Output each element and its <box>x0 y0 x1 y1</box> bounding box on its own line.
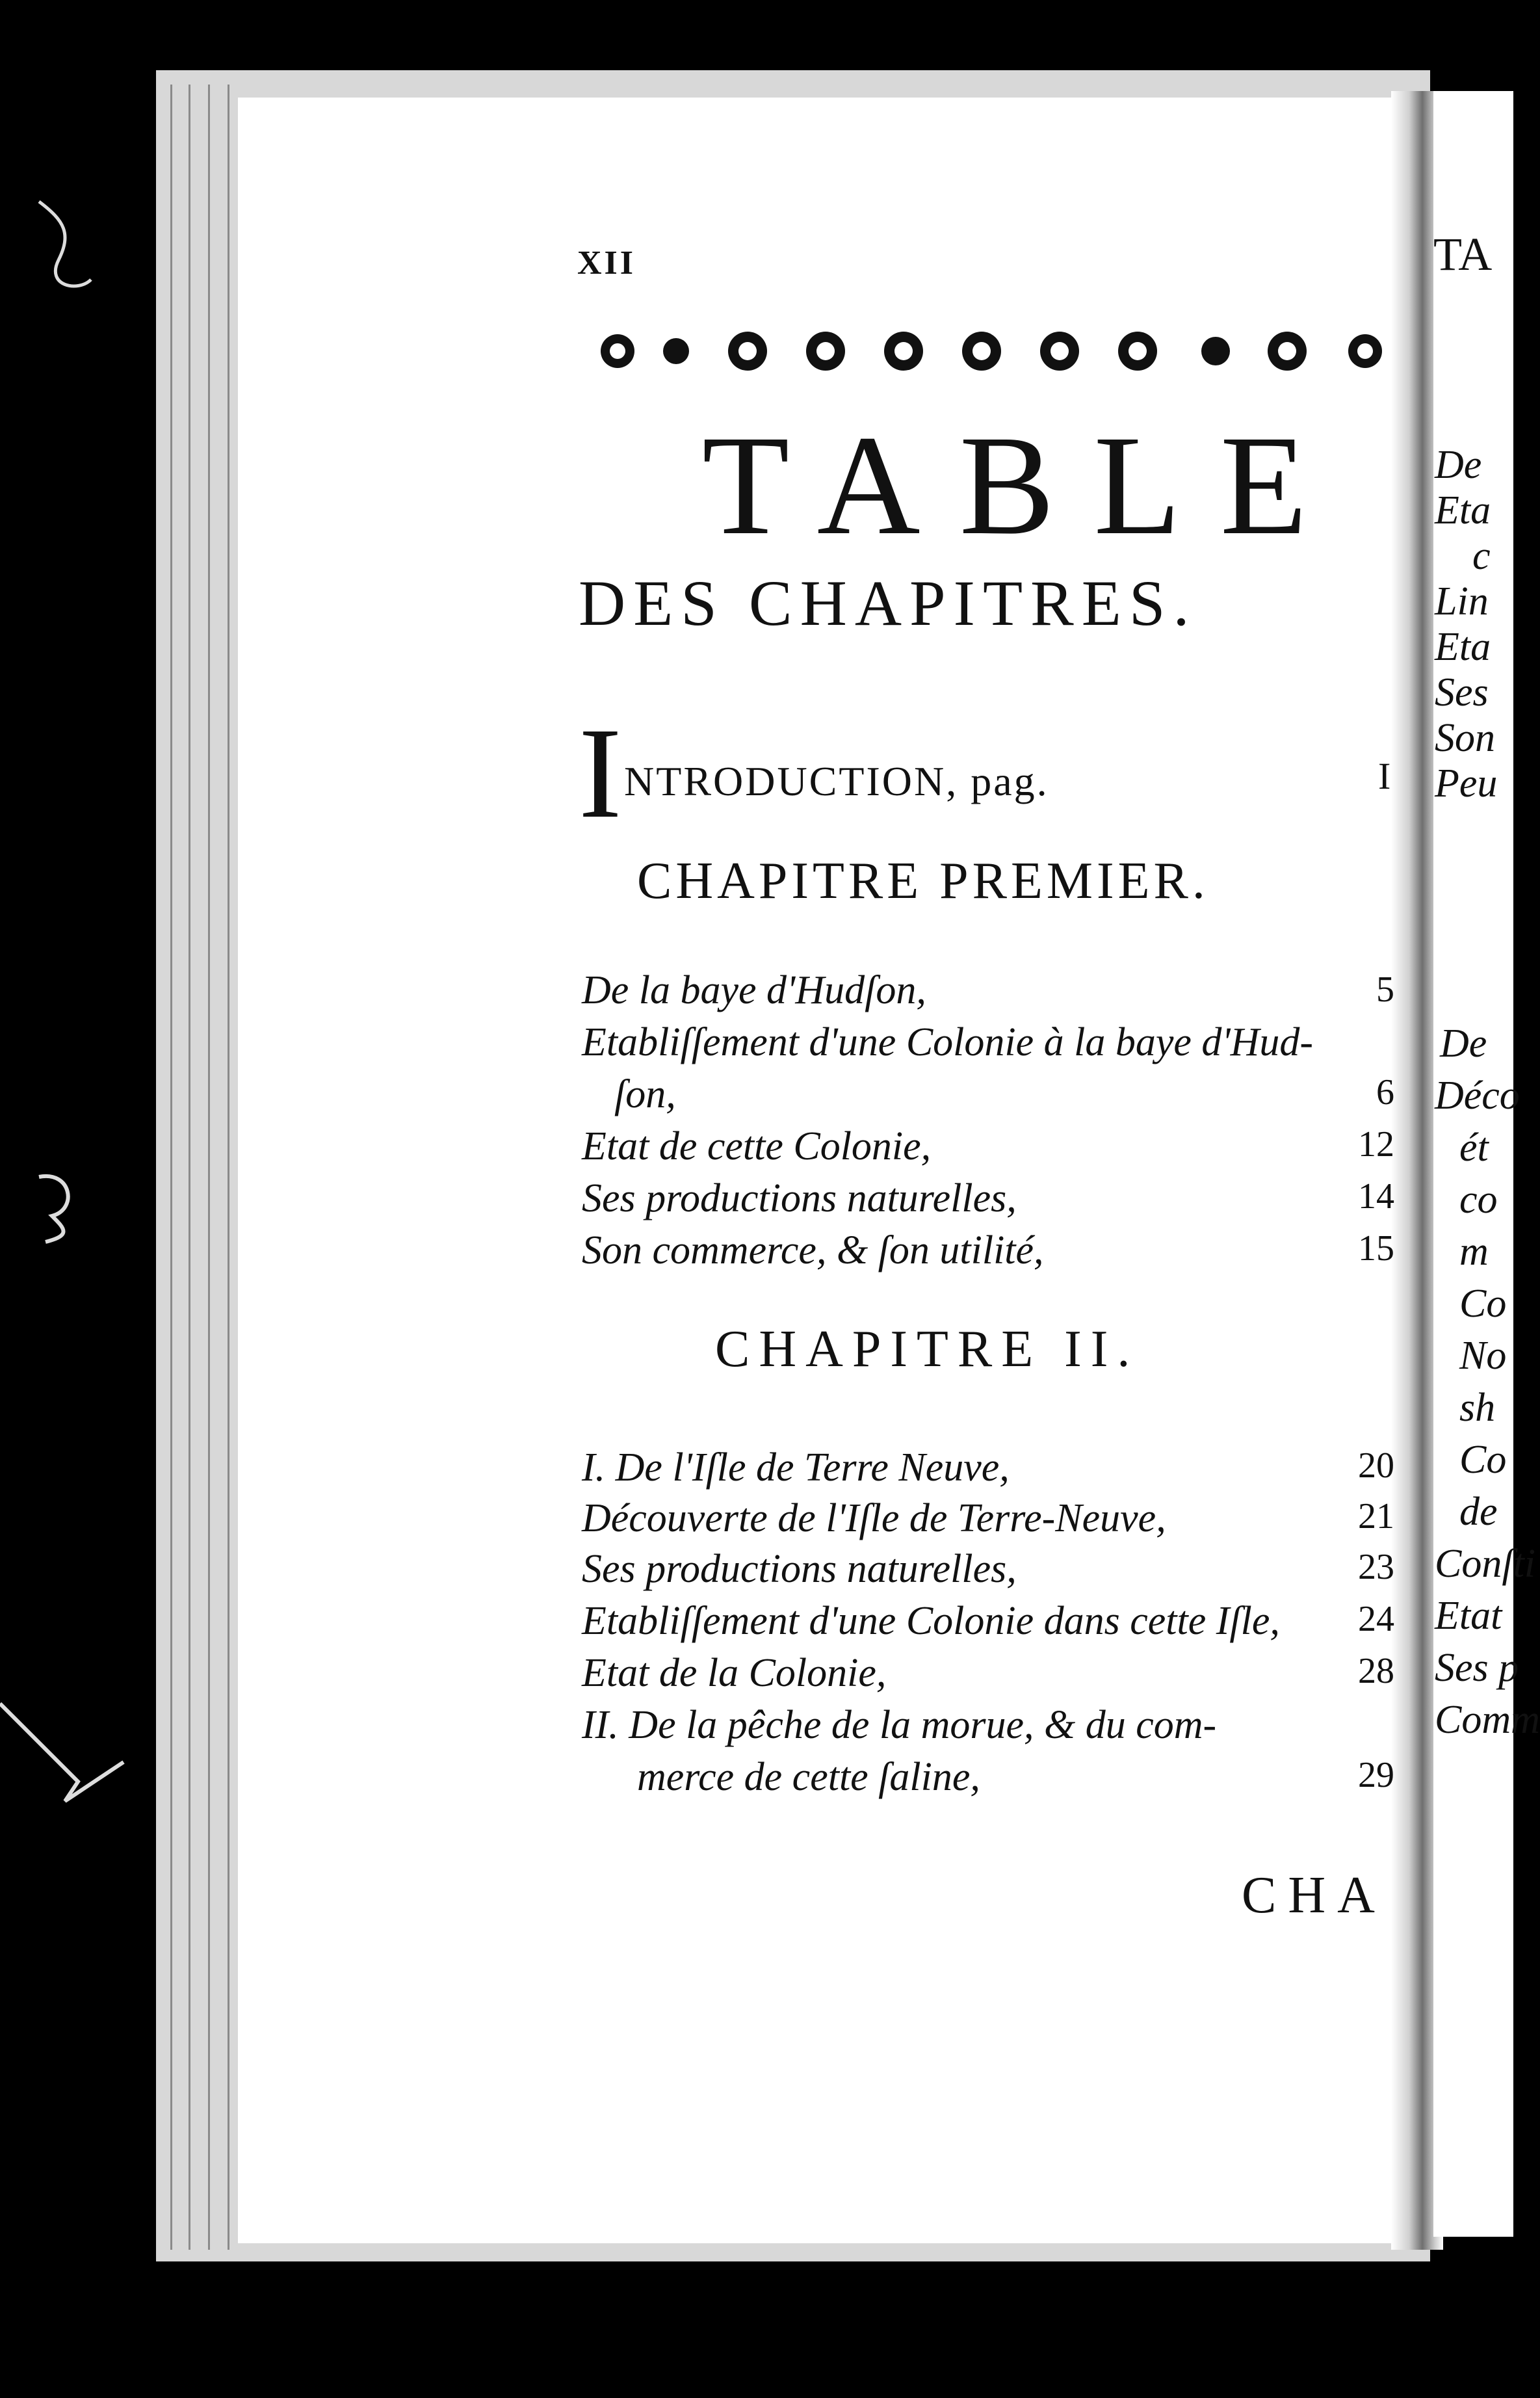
toc-page-number: 20 <box>1358 1445 1394 1486</box>
chapter-heading: CHAPITRE PREMIER. <box>637 852 1209 910</box>
toc-entry: Ses productions naturelles, <box>582 1176 1017 1220</box>
right-page-header: TA <box>1433 228 1493 280</box>
table-subtitle: DES CHAPITRES. <box>579 567 1197 639</box>
catchword: CHA <box>1242 1867 1387 1924</box>
toc-entry: ſon, <box>614 1072 676 1116</box>
toc-entry: Etabliſſement d'une Colonie à la baye d'Hud- <box>582 1020 1314 1064</box>
right-fragment: sh <box>1459 1386 1496 1430</box>
toc-page-number: 5 <box>1376 969 1394 1010</box>
right-fragment: co <box>1459 1178 1498 1222</box>
right-fragment: Co <box>1459 1438 1507 1482</box>
toc-entry: Etabliſſement d'une Colonie dans cette Iſle, <box>582 1599 1280 1643</box>
toc-page-number: 15 <box>1358 1228 1394 1269</box>
right-fragment: Déco <box>1435 1074 1520 1118</box>
right-fragment: de <box>1459 1490 1498 1534</box>
right-fragment: Peu <box>1435 761 1498 806</box>
toc-page-number: 23 <box>1358 1547 1394 1587</box>
toc-entry: Découverte de l'Iſle de Terre-Neuve, <box>582 1496 1166 1540</box>
right-fragment: Eta <box>1435 625 1491 669</box>
right-page-text <box>1433 91 1540 2237</box>
toc-page-number: 21 <box>1358 1496 1394 1536</box>
right-fragment: ét <box>1459 1126 1489 1170</box>
right-fragment: m <box>1459 1230 1489 1274</box>
introduction-page-number: I <box>1378 755 1391 797</box>
right-fragment: Ses p <box>1435 1646 1519 1690</box>
toc-page-number: 6 <box>1376 1072 1394 1113</box>
toc-page-number: 29 <box>1358 1755 1394 1795</box>
toc-entry: I. De l'Iſle de Terre Neuve, <box>582 1445 1010 1490</box>
table-title: TABLE <box>702 406 1347 564</box>
toc-entry: II. De la pêche de la morue, & du com- <box>582 1703 1217 1747</box>
toc-entry: Etat de la Colonie, <box>582 1651 887 1695</box>
right-fragment: Son <box>1435 716 1495 760</box>
toc-entry: merce de cette ſaline, <box>637 1755 980 1799</box>
right-fragment: Ses <box>1435 670 1489 715</box>
toc-page-number: 28 <box>1358 1651 1394 1691</box>
toc-entry: Son commerce, & ſon utilité, <box>582 1228 1044 1272</box>
toc-page-number: 14 <box>1358 1176 1394 1217</box>
introduction-entry: NTRODUCTION, pag. <box>624 758 1049 804</box>
chapter-heading: CHAPITRE II. <box>715 1321 1140 1378</box>
toc-page-number: 12 <box>1358 1124 1394 1165</box>
toc-entry: Etat de cette Colonie, <box>582 1124 932 1168</box>
toc-entry: Ses productions naturelles, <box>582 1547 1017 1591</box>
right-fragment: Eta <box>1435 488 1491 533</box>
right-fragment: c <box>1472 534 1491 578</box>
right-fragment: No <box>1459 1334 1507 1378</box>
right-fragment: De <box>1440 1021 1487 1066</box>
right-fragment: Comm <box>1435 1698 1540 1742</box>
right-fragment: Etat <box>1435 1594 1502 1638</box>
toc-page-number: 24 <box>1358 1599 1394 1639</box>
right-fragment: Lin <box>1435 579 1489 624</box>
right-fragment: Conſti <box>1435 1542 1536 1586</box>
printer-ornament <box>579 325 1404 377</box>
page-number: XII <box>577 244 636 282</box>
toc-entry: De la baye d'Hudſon, <box>582 968 926 1012</box>
drop-cap: I <box>579 702 622 845</box>
right-fragment: De <box>1435 443 1482 487</box>
right-fragment: Co <box>1459 1282 1507 1326</box>
